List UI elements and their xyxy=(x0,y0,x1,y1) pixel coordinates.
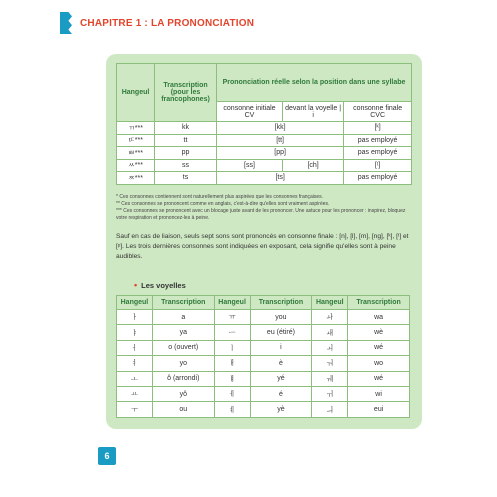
table-row xyxy=(117,147,412,160)
cell-hangeul: ㅒ xyxy=(214,371,250,386)
consonants-table xyxy=(116,63,412,185)
cell-hangeul: ㅡ xyxy=(214,325,250,340)
header-transcription: Transcription xyxy=(250,296,312,310)
cell-hangeul: ㅗ xyxy=(117,371,153,386)
cell-merged: [kk] xyxy=(217,122,344,135)
table-row xyxy=(117,371,410,386)
cell-hangeul: ㅢ xyxy=(312,402,348,417)
cell-trans: wé xyxy=(348,371,410,386)
cell-hangeul: ㅠ xyxy=(214,310,250,325)
cell-trans: yé xyxy=(250,371,312,386)
vowels-heading xyxy=(134,280,186,290)
cell-final: [ᵗ] xyxy=(344,159,412,172)
table-row xyxy=(117,402,410,417)
cell-trans: ou xyxy=(152,402,214,417)
cell-trans: è xyxy=(250,356,312,371)
table-row xyxy=(117,325,410,340)
cell-final: pas employé xyxy=(344,134,412,147)
cell-hangeul: ㅕ xyxy=(117,356,153,371)
table-row xyxy=(117,122,412,135)
cell-trans: wè xyxy=(348,325,410,340)
vowels-heading-text: Les voyelles xyxy=(141,280,186,290)
content-panel xyxy=(106,54,422,429)
cell-hangeul: ㅟ xyxy=(312,386,348,401)
cell-hangeul: ㅔ xyxy=(214,386,250,401)
cell-merged: [ts] xyxy=(217,172,344,185)
cell-initial: [ss] xyxy=(217,159,283,172)
table-row xyxy=(117,310,410,325)
cell-merged: [tt] xyxy=(217,134,344,147)
liaison-paragraph: Sauf en cas de liaison, seuls sept sons sont prononcés en consonne finale : [n], [l], [m], [ng], [ᵏ], [ᵗ] et [ᵖ]. Les trois dernières consonnes sont indiquées en exposant, cela signifie qu'elles sont à peine audibles. xyxy=(116,233,409,260)
chapter-tab-icon xyxy=(60,12,72,34)
cell-trans: tt xyxy=(155,134,217,147)
footnote: *** Ces consonnes se prononcent avec un blocage juste avant de les prononcer. Une astuce pour les prononcer : inspirez, bloquez votre respiration et prononcez-les à peine. xyxy=(116,208,406,221)
cell-hangeul: ㅣ xyxy=(214,340,250,355)
table-row xyxy=(117,340,410,355)
cell-final: pas employé xyxy=(344,147,412,160)
cell-hangeul: ㅚ xyxy=(312,340,348,355)
cell-hangeul: ㅞ xyxy=(312,371,348,386)
table-row xyxy=(117,356,410,371)
cell-trans: you xyxy=(250,310,312,325)
chapter-header xyxy=(60,12,254,34)
cell-trans: o (ouvert) xyxy=(152,340,214,355)
cell-trans: pp xyxy=(155,147,217,160)
cell-trans: yè xyxy=(250,402,312,417)
cell-hangeul: ㅉ*** xyxy=(117,172,155,185)
cell-hangeul: ㅝ xyxy=(312,356,348,371)
sub-final: consonne finale CVC xyxy=(344,102,412,122)
cell-trans: wi xyxy=(348,386,410,401)
cell-vowel: [ch] xyxy=(282,159,343,172)
cell-trans: ya xyxy=(152,325,214,340)
cell-hangeul: ㅓ xyxy=(117,340,153,355)
cell-hangeul: ㅛ xyxy=(117,386,153,401)
cell-trans: ô (arrondi) xyxy=(152,371,214,386)
footnote: ** Ces consonnes se prononcent comme en anglais, c'est-à-dire qu'elles sont vraiment aspirées. xyxy=(116,201,330,207)
cell-trans: yô xyxy=(152,386,214,401)
cell-final: [ᵏ] xyxy=(344,122,412,135)
cell-trans: eu (étiré) xyxy=(250,325,312,340)
cell-hangeul: ㅃ*** xyxy=(117,147,155,160)
cell-trans: i xyxy=(250,340,312,355)
sub-vowel: devant la voyelle | i xyxy=(282,102,343,122)
header-hangeul: Hangeul xyxy=(117,64,155,122)
header-transcription: Transcription (pour les francophones) xyxy=(155,64,217,122)
cell-hangeul: ㄸ*** xyxy=(117,134,155,147)
sub-initial: consonne initiale CV xyxy=(217,102,283,122)
cell-hangeul: ㅜ xyxy=(117,402,153,417)
cell-trans: kk xyxy=(155,122,217,135)
footnote: * Ces consonnes contiennent sont naturellement plus aspirées que les consonnes françaises. xyxy=(116,194,324,200)
table-row xyxy=(117,172,412,185)
cell-trans: yo xyxy=(152,356,214,371)
cell-trans: é xyxy=(250,386,312,401)
cell-hangeul: ㅘ xyxy=(312,310,348,325)
cell-hangeul: ㅆ*** xyxy=(117,159,155,172)
cell-trans: ts xyxy=(155,172,217,185)
header-hangeul: Hangeul xyxy=(117,296,153,310)
page-number: 6 xyxy=(98,447,116,465)
cell-trans: wé xyxy=(348,340,410,355)
cell-trans: ss xyxy=(155,159,217,172)
table-row xyxy=(117,159,412,172)
cell-hangeul: ㅐ xyxy=(214,356,250,371)
header-transcription: Transcription xyxy=(348,296,410,310)
cell-hangeul: ㅑ xyxy=(117,325,153,340)
chapter-title: CHAPITRE 1 : LA PRONONCIATION xyxy=(80,17,255,29)
table-row xyxy=(117,134,412,147)
header-transcription: Transcription xyxy=(152,296,214,310)
header-position: Prononciation réelle selon la position dans une syllabe xyxy=(217,64,412,102)
cell-merged: [pp] xyxy=(217,147,344,160)
cell-hangeul: ㄲ*** xyxy=(117,122,155,135)
table-row xyxy=(117,386,410,401)
cell-final: pas employé xyxy=(344,172,412,185)
header-hangeul: Hangeul xyxy=(214,296,250,310)
cell-trans: wa xyxy=(348,310,410,325)
cell-trans: wo xyxy=(348,356,410,371)
cell-hangeul: ㅏ xyxy=(117,310,153,325)
cell-trans: eui xyxy=(348,402,410,417)
cell-trans: a xyxy=(152,310,214,325)
vowels-table xyxy=(116,295,410,418)
cell-hangeul: ㅙ xyxy=(312,325,348,340)
header-hangeul: Hangeul xyxy=(312,296,348,310)
footnotes xyxy=(116,194,416,222)
cell-hangeul: ㅖ xyxy=(214,402,250,417)
bullet-icon: • xyxy=(134,280,138,290)
